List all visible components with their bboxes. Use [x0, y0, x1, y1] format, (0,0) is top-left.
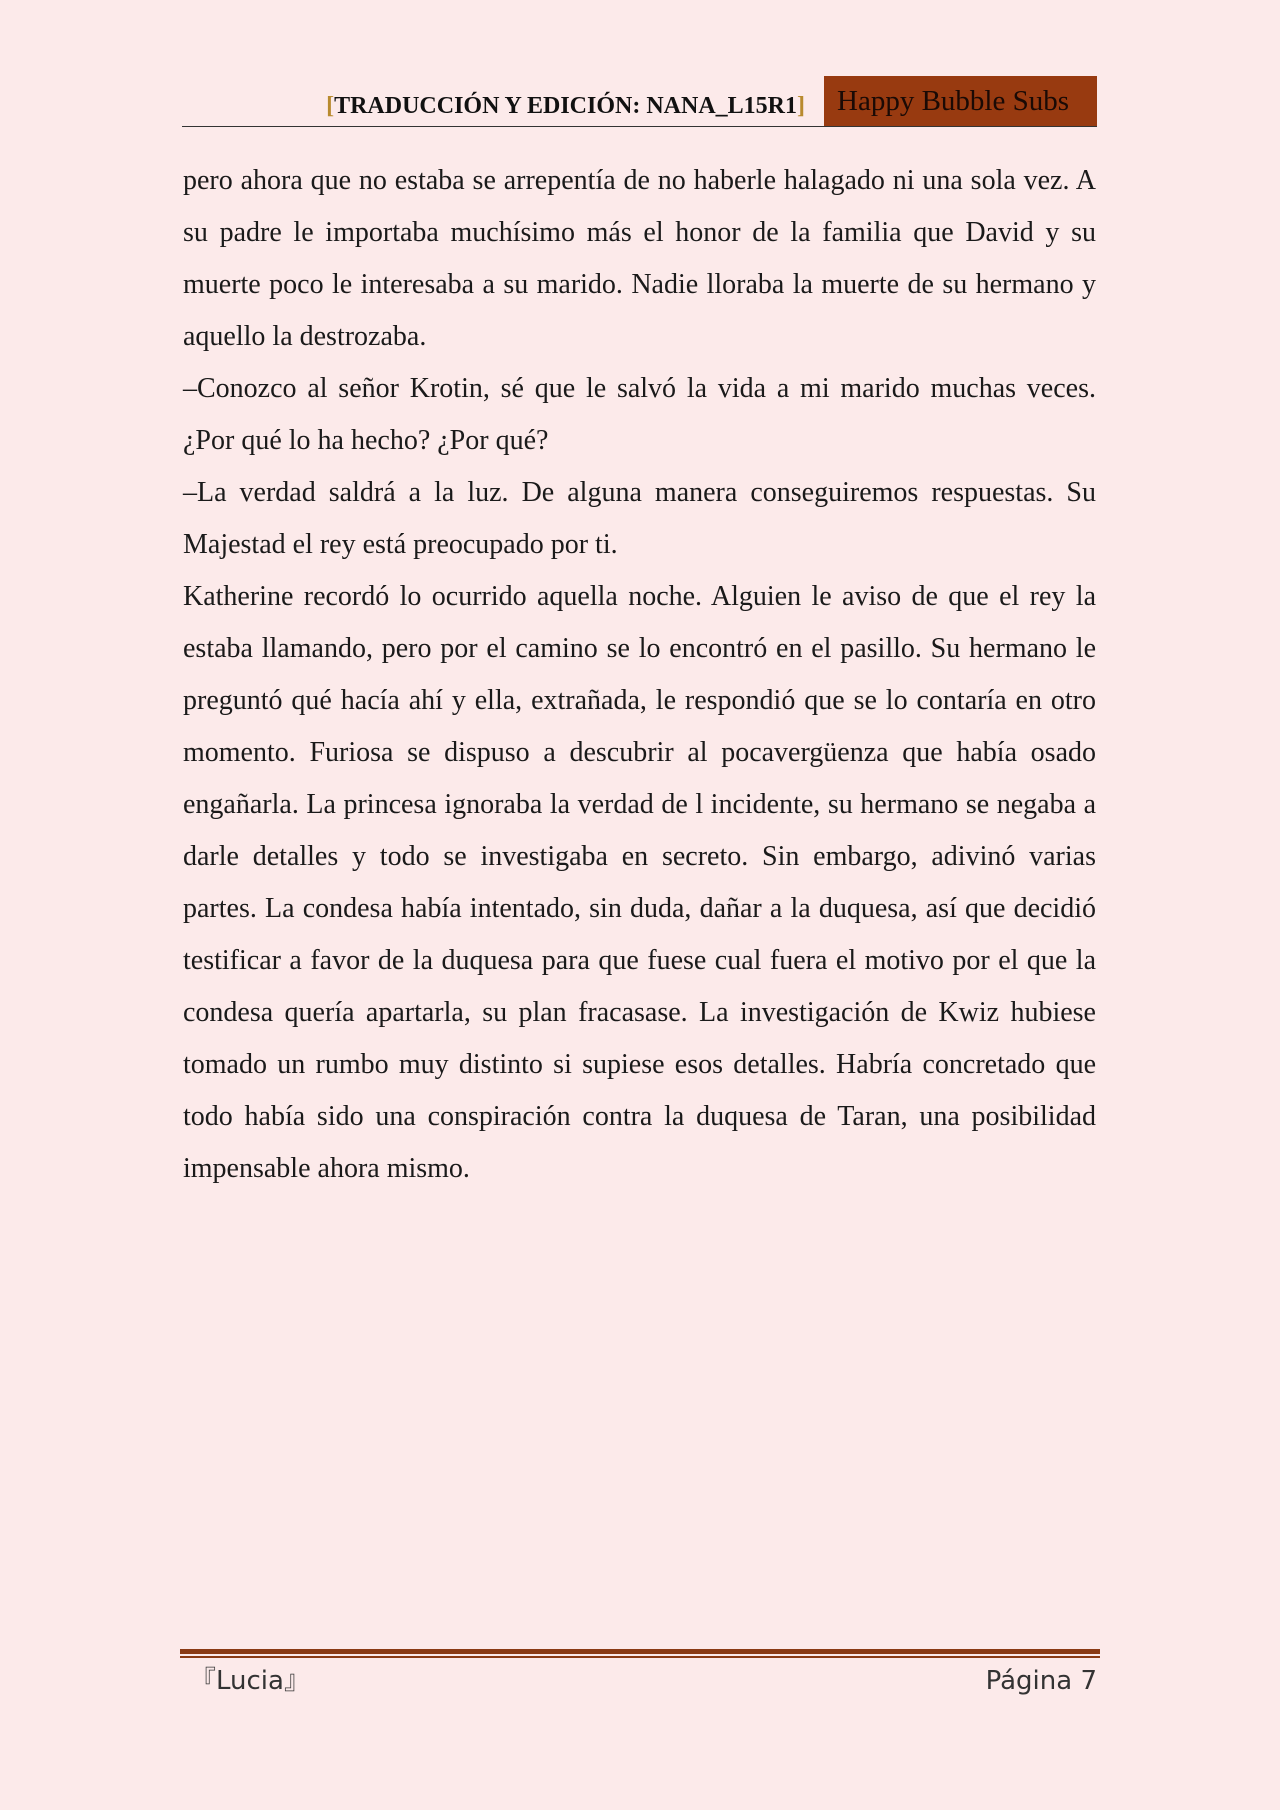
brand-label: Happy Bubble Subs — [824, 76, 1097, 126]
bracket-open: [ — [326, 93, 335, 119]
paragraph: –Conozco al señor Krotin, sé que le salvó la vida a mi marido muchas veces. ¿Por qué lo ha hecho? ¿Por qué? — [183, 373, 1096, 456]
footer-book-title: 『Lucia』 — [190, 1666, 310, 1696]
footer-divider — [180, 1649, 1100, 1654]
paragraph: Katherine recordó lo ocurrido aquella noche. Alguien le aviso de que el rey la estaba llamando, pero por el camino se lo encontró en el pasillo. Su hermano le preguntó qué hacía ahí y ella, extrañada, le respondió que se lo contaría en otro momento. Furiosa se dispuso a descubrir al pocavergüenza que había osado engañarla. La princesa ignoraba la verdad de l incidente, su hermano se negaba a darle detalles y todo se investigaba en secreto. Sin embargo, adivinó varias partes. La condesa había intentado, sin duda, dañar a la duquesa, así que decidió testificar a favor de la duquesa para que fuese cual fuera el motivo por el que la condesa quería apartarla, su plan fracasase. La investigación de Kwiz hubiese tomado un rumbo muy distinto si supiese esos detalles. Habría concretado que todo había sido una conspiración contra la duquesa de Taran, una posibilidad impensable ahora mismo. — [183, 581, 1096, 1184]
footer-page-number: Página 7 — [985, 1666, 1097, 1696]
footer-divider-thin — [180, 1656, 1100, 1658]
page-body — [183, 155, 1096, 1195]
paragraph: –La verdad saldrá a la luz. De alguna manera conseguiremos respuestas. Su Majestad el rey está preocupado por ti. — [183, 477, 1096, 560]
translation-credit — [326, 93, 805, 120]
translation-credit-text: TRADUCCIÓN Y EDICIÓN: NANA_L15R1 — [334, 93, 797, 119]
paragraph: pero ahora que no estaba se arrepentía de no haberle halagado ni una sola vez. A su padre le importaba muchísimo más el honor de la familia que David y su muerte poco le interesaba a su marido. Nadie lloraba la muerte de su hermano y aquello la destrozaba. — [183, 165, 1096, 352]
page-header — [182, 76, 1097, 127]
bracket-close: ] — [797, 93, 805, 119]
